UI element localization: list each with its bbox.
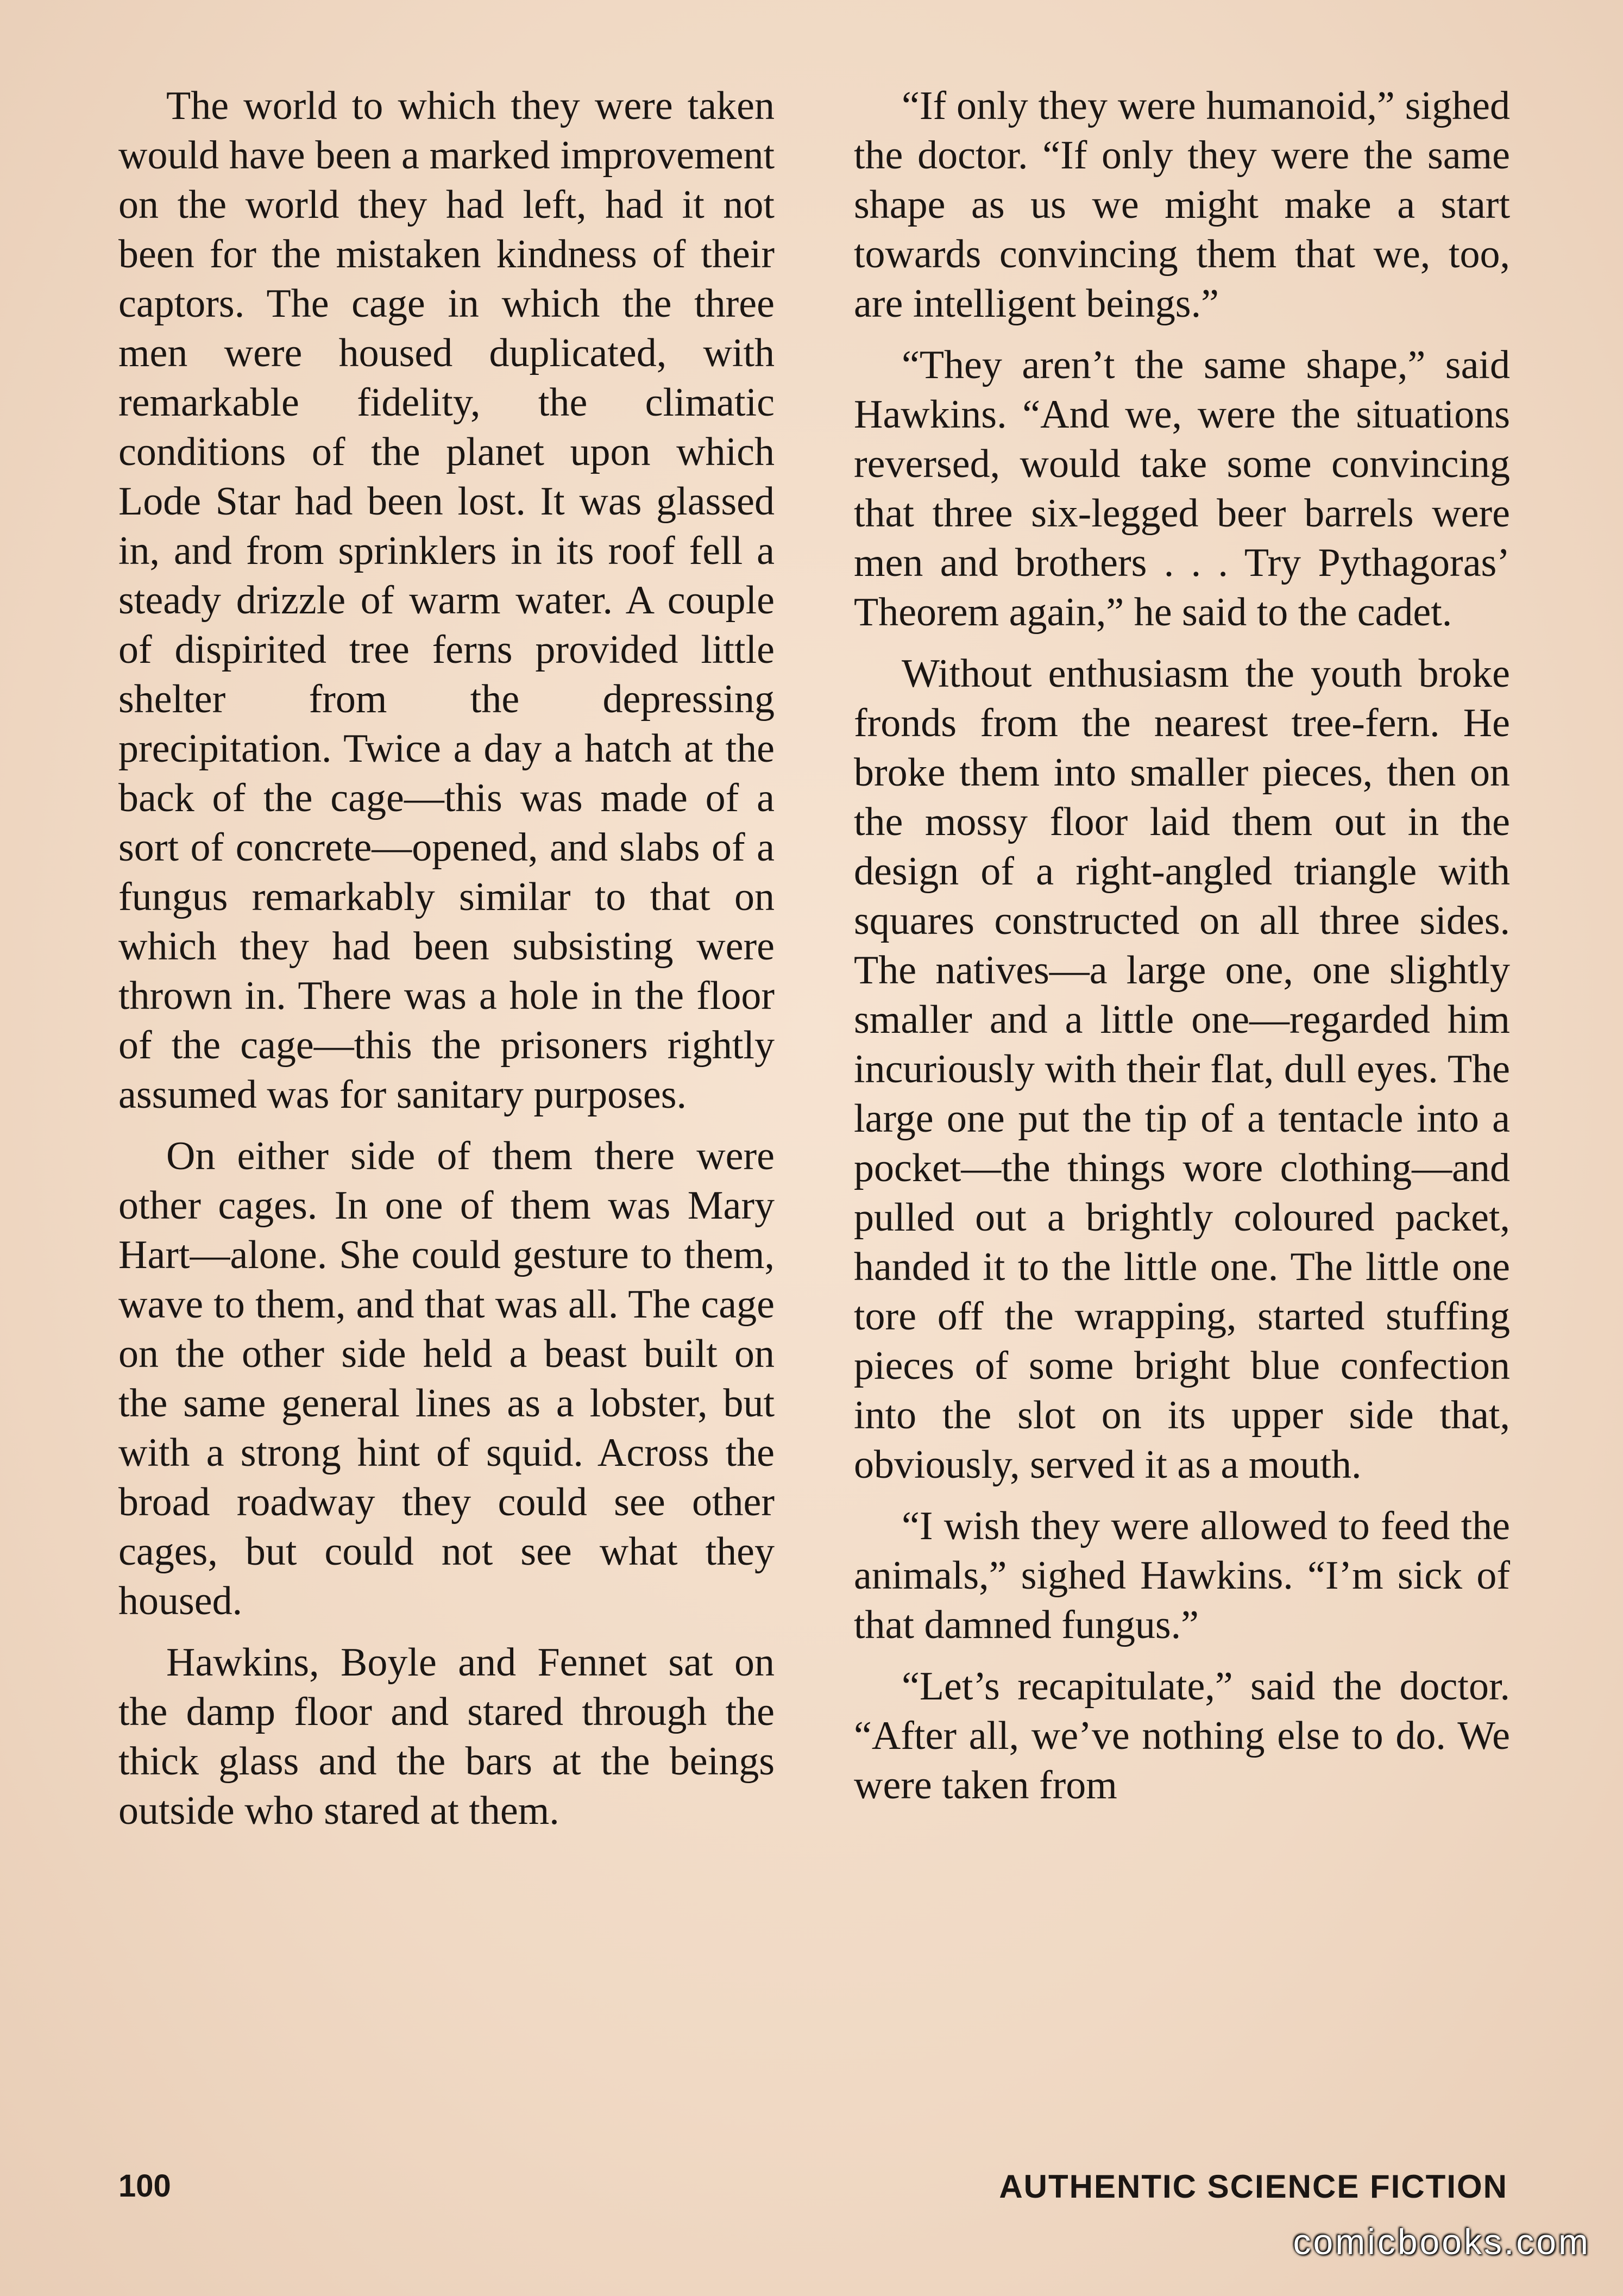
paragraph: “They aren’t the same shape,” said Hawkins. “And we, were the situations reversed, would take some convincing that three six-legged beer barrels were men and brothers . . . Try Pythagoras’ Theorem again,” he said to the cadet. xyxy=(854,343,1510,635)
paragraph: Without enthusiasm the youth broke fronds from the nearest tree-fern. He broke them into smaller pieces, then on the mossy floor laid them out in the design of a right-angled triangle with squares constructed on all three sides. The natives—a large one, one slightly smaller and a little one—regarded him incuriously with their flat, dull eyes. The large one put the tip of a tentacle into a pocket—the things wore clothing—and pulled out a brightly coloured packet, handed it to the little one. The little one tore off the wrapping, started stuffing pieces of some bright blue confection into the slot on its upper side that, obviously, served it as a mouth. xyxy=(854,651,1510,1487)
paragraph: “I wish they were allowed to feed the animals,” sighed Hawkins. “I’m sick of that damned fungus.” xyxy=(854,1504,1510,1647)
page-number: 100 xyxy=(118,2168,171,2204)
right-column xyxy=(854,81,1510,1822)
paragraph: The world to which they were taken would have been a marked improvement on the world they had left, had it not been for the mistaken kindness of their captors. The cage in which the three men were housed duplicated, with remarkable fidelity, the climatic conditions of the planet upon which Lode Star had been lost. It was glassed in, and from sprinklers in its roof fell a steady drizzle of warm water. A couple of dispirited tree ferns provided little shelter from the depressing precipitation. Twice a day a hatch at the back of the cage—this was made of a sort of concrete—opened, and slabs of a fungus remarkably similar to that on which they had been subsisting were thrown in. There was a hole in the floor of the cage—this the prisoners rightly assumed was for sanitary purposes. xyxy=(118,84,775,1117)
paragraph: “If only they were humanoid,” sighed the doctor. “If only they were the same shape as us we might make a start towards convincing them that we, too, are intelligent beings.” xyxy=(854,84,1510,326)
paragraph: Hawkins, Boyle and Fennet sat on the damp floor and stared through the thick glass and the bars at the beings outside who stared at them. xyxy=(118,1640,775,1833)
paragraph: “Let’s recapitulate,” said the doctor. “After all, we’ve nothing else to do. We were taken from xyxy=(854,1664,1510,1808)
watermark: comicbooks.com xyxy=(1293,2222,1590,2262)
paragraph: On either side of them there were other cages. In one of them was Mary Hart—alone. She could gesture to them, wave to them, and that was all. The cage on the other side held a beast built on the same general lines as a lobster, but with a strong hint of squid. Across the broad roadway they could see other cages, but could not see what they housed. xyxy=(118,1134,775,1623)
running-footer-title: AUTHENTIC SCIENCE FICTION xyxy=(999,2168,1508,2205)
left-column xyxy=(118,81,775,1848)
